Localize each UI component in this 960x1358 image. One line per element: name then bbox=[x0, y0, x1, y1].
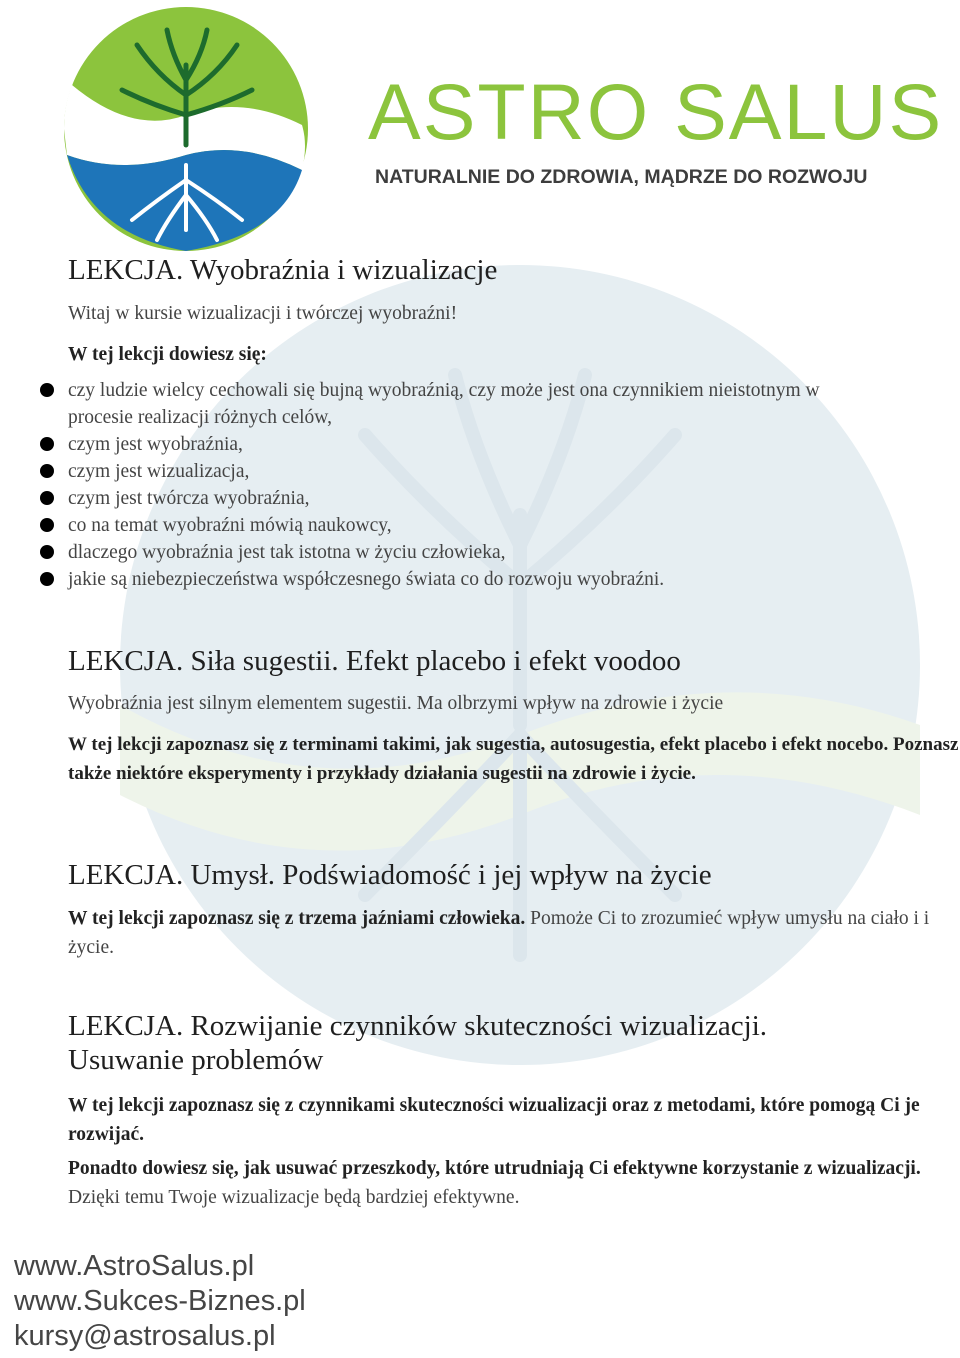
footer-email[interactable]: kursy@astrosalus.pl bbox=[14, 1320, 276, 1352]
lesson-1-topic-list bbox=[40, 377, 888, 593]
lesson-4-title-line-1: LEKCJA. Rozwijanie czynników skuteczności wizualizacji. bbox=[68, 1010, 768, 1042]
bullet-icon bbox=[40, 437, 54, 451]
lesson-2-description: W tej lekcji zapoznasz się z terminami takimi, jak sugestia, autosugestia, efekt placebo i efekt nocebo. Poznasz także niektóre eksperymenty i przykłady działania sugestii na zdrowie i życie. bbox=[68, 734, 959, 784]
lesson-3-normal-text: Pomoże Ci to zrozumieć wpływ umysłu na ciało i i życie. bbox=[68, 908, 930, 958]
bullet-icon bbox=[40, 491, 54, 505]
brand-tagline: NATURALNIE DO ZDROWIA, MĄDRZE DO ROZWOJU bbox=[375, 166, 868, 188]
list-item: czy ludzie wielcy cechowali się bujną wyobraźnią, czy może jest ona czynnikiem nieistotnym w procesie realizacji różnych celów, bbox=[40, 377, 888, 431]
footer-link-sukces-biznes[interactable]: www.Sukces-Biznes.pl bbox=[14, 1285, 306, 1317]
lesson-3-title: LEKCJA. Umysł. Podświadomość i jej wpływ na życie bbox=[68, 859, 712, 891]
lesson-4-bold-text: Ponadto dowiesz się, jak usuwać przeszkody, które utrudniają Ci efektywne korzystanie z wizualizacji. bbox=[68, 1158, 921, 1179]
bullet-icon bbox=[40, 464, 54, 478]
lesson-4-title-line-2: Usuwanie problemów bbox=[68, 1044, 324, 1076]
bullet-icon bbox=[40, 518, 54, 532]
lesson-1-title: LEKCJA. Wyobraźnia i wizualizacje bbox=[68, 254, 498, 286]
lesson-3-bold-text: W tej lekcji zapoznasz się z trzema jaźniami człowieka. bbox=[68, 908, 526, 929]
bullet-icon bbox=[40, 545, 54, 559]
lesson-4-extra bbox=[68, 1154, 928, 1212]
lesson-4-description: W tej lekcji zapoznasz się z czynnikami skuteczności wizualizacji oraz z metodami, które pomogą Ci je rozwijać. bbox=[68, 1095, 920, 1145]
bullet-icon bbox=[40, 383, 54, 397]
brand-name: ASTRO SALUS bbox=[368, 67, 944, 156]
list-item: jakie są niebezpieczeństwa współczesnego świata co do rozwoju wyobraźni. bbox=[40, 566, 888, 593]
list-item: czym jest twórcza wyobraźnia, bbox=[40, 485, 888, 512]
footer-link-astrosalus[interactable]: www.AstroSalus.pl bbox=[14, 1250, 255, 1282]
lesson-1-list-heading: W tej lekcji dowiesz się: bbox=[68, 344, 267, 365]
lesson-3-description bbox=[68, 904, 938, 962]
list-item: czym jest wyobraźnia, bbox=[40, 431, 888, 458]
bullet-icon bbox=[40, 572, 54, 586]
tree-of-life-icon bbox=[62, 5, 310, 253]
list-item: dlaczego wyobraźnia jest tak istotna w życiu człowieka, bbox=[40, 539, 888, 566]
lesson-1-intro: Witaj w kursie wizualizacji i twórczej wyobraźni! bbox=[68, 303, 458, 324]
lesson-2-intro: Wyobraźnia jest silnym elementem sugestii. Ma olbrzymi wpływ na zdrowie i życie bbox=[68, 693, 724, 714]
lesson-2-title: LEKCJA. Siła sugestii. Efekt placebo i efekt voodoo bbox=[68, 645, 681, 677]
list-item: czym jest wizualizacja, bbox=[40, 458, 888, 485]
lesson-4-normal-text: Dzięki temu Twoje wizualizacje będą bardziej efektywne. bbox=[68, 1187, 520, 1208]
list-item: co na temat wyobraźni mówią naukowcy, bbox=[40, 512, 888, 539]
